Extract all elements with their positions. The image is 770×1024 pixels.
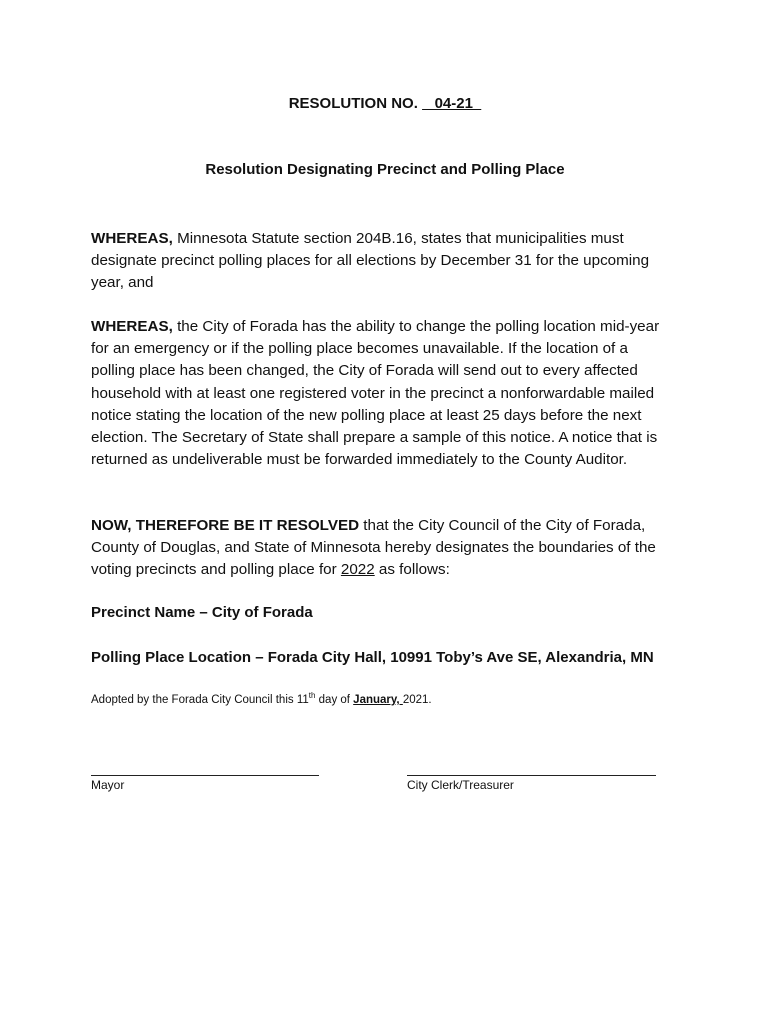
adopted-year: 2021. [402,693,432,706]
whereas-text-2: the City of Forada has the ability to change the polling location mid-year for an emergency or if the polling place becomes unavailable. If the location of a polling place has been changed, the City of Forada will send out to every affected household with at least one registered voter in the precinct a nonforwardable mailed notice stating the location of the new polling place at least 25 days before the next election. The Secretary of State shall prepare a sample of this notice. A notice that is returned as undeliverable must be forwarded immediately to the County Auditor. [91,318,660,469]
clerk-label: City Clerk/Treasurer [407,778,514,792]
whereas-lead-2: WHEREAS, [91,318,173,335]
resolved-year: 2022 [340,561,375,579]
resolution-title [0,95,770,112]
resolution-number: 04-21 [422,95,482,112]
resolution-subtitle: Resolution Designating Precinct and Polling Place [205,161,565,178]
resolved-paragraph [91,515,676,582]
whereas-paragraph-1 [91,228,676,295]
precinct-name: Precinct Name – City of Forada [91,604,313,621]
mayor-label: Mayor [91,778,125,792]
adopted-month: January, [353,693,403,706]
resolved-tail: as follows: [374,561,450,579]
adopted-statement [91,691,432,706]
whereas-text-1: Minnesota Statute section 204B.16, states that municipalities must designate precinct polling places for all elections by December 31 for the upcoming year, and [91,230,650,292]
resolved-lead: NOW, THEREFORE BE IT RESOLVED [91,517,360,534]
resolved-text: that the City Council of the City of Forada, County of Douglas, and State of Minnesota hereby designates the boundaries of the voting precincts and polling place for [91,517,656,579]
clerk-signature-line [407,775,656,776]
mayor-signature-line [91,775,319,776]
adopted-prefix: Adopted by the Forada City Council this 11 [91,693,309,706]
whereas-paragraph-2 [91,316,676,471]
resolution-title-prefix: RESOLUTION NO. [288,95,418,112]
polling-location: Polling Place Location – Forada City Hall, 10991 Toby’s Ave SE, Alexandria, MN [91,649,654,666]
adopted-middle: day of [315,693,354,706]
whereas-lead-1: WHEREAS, [91,230,173,247]
adopted-ordinal: th [308,691,316,700]
